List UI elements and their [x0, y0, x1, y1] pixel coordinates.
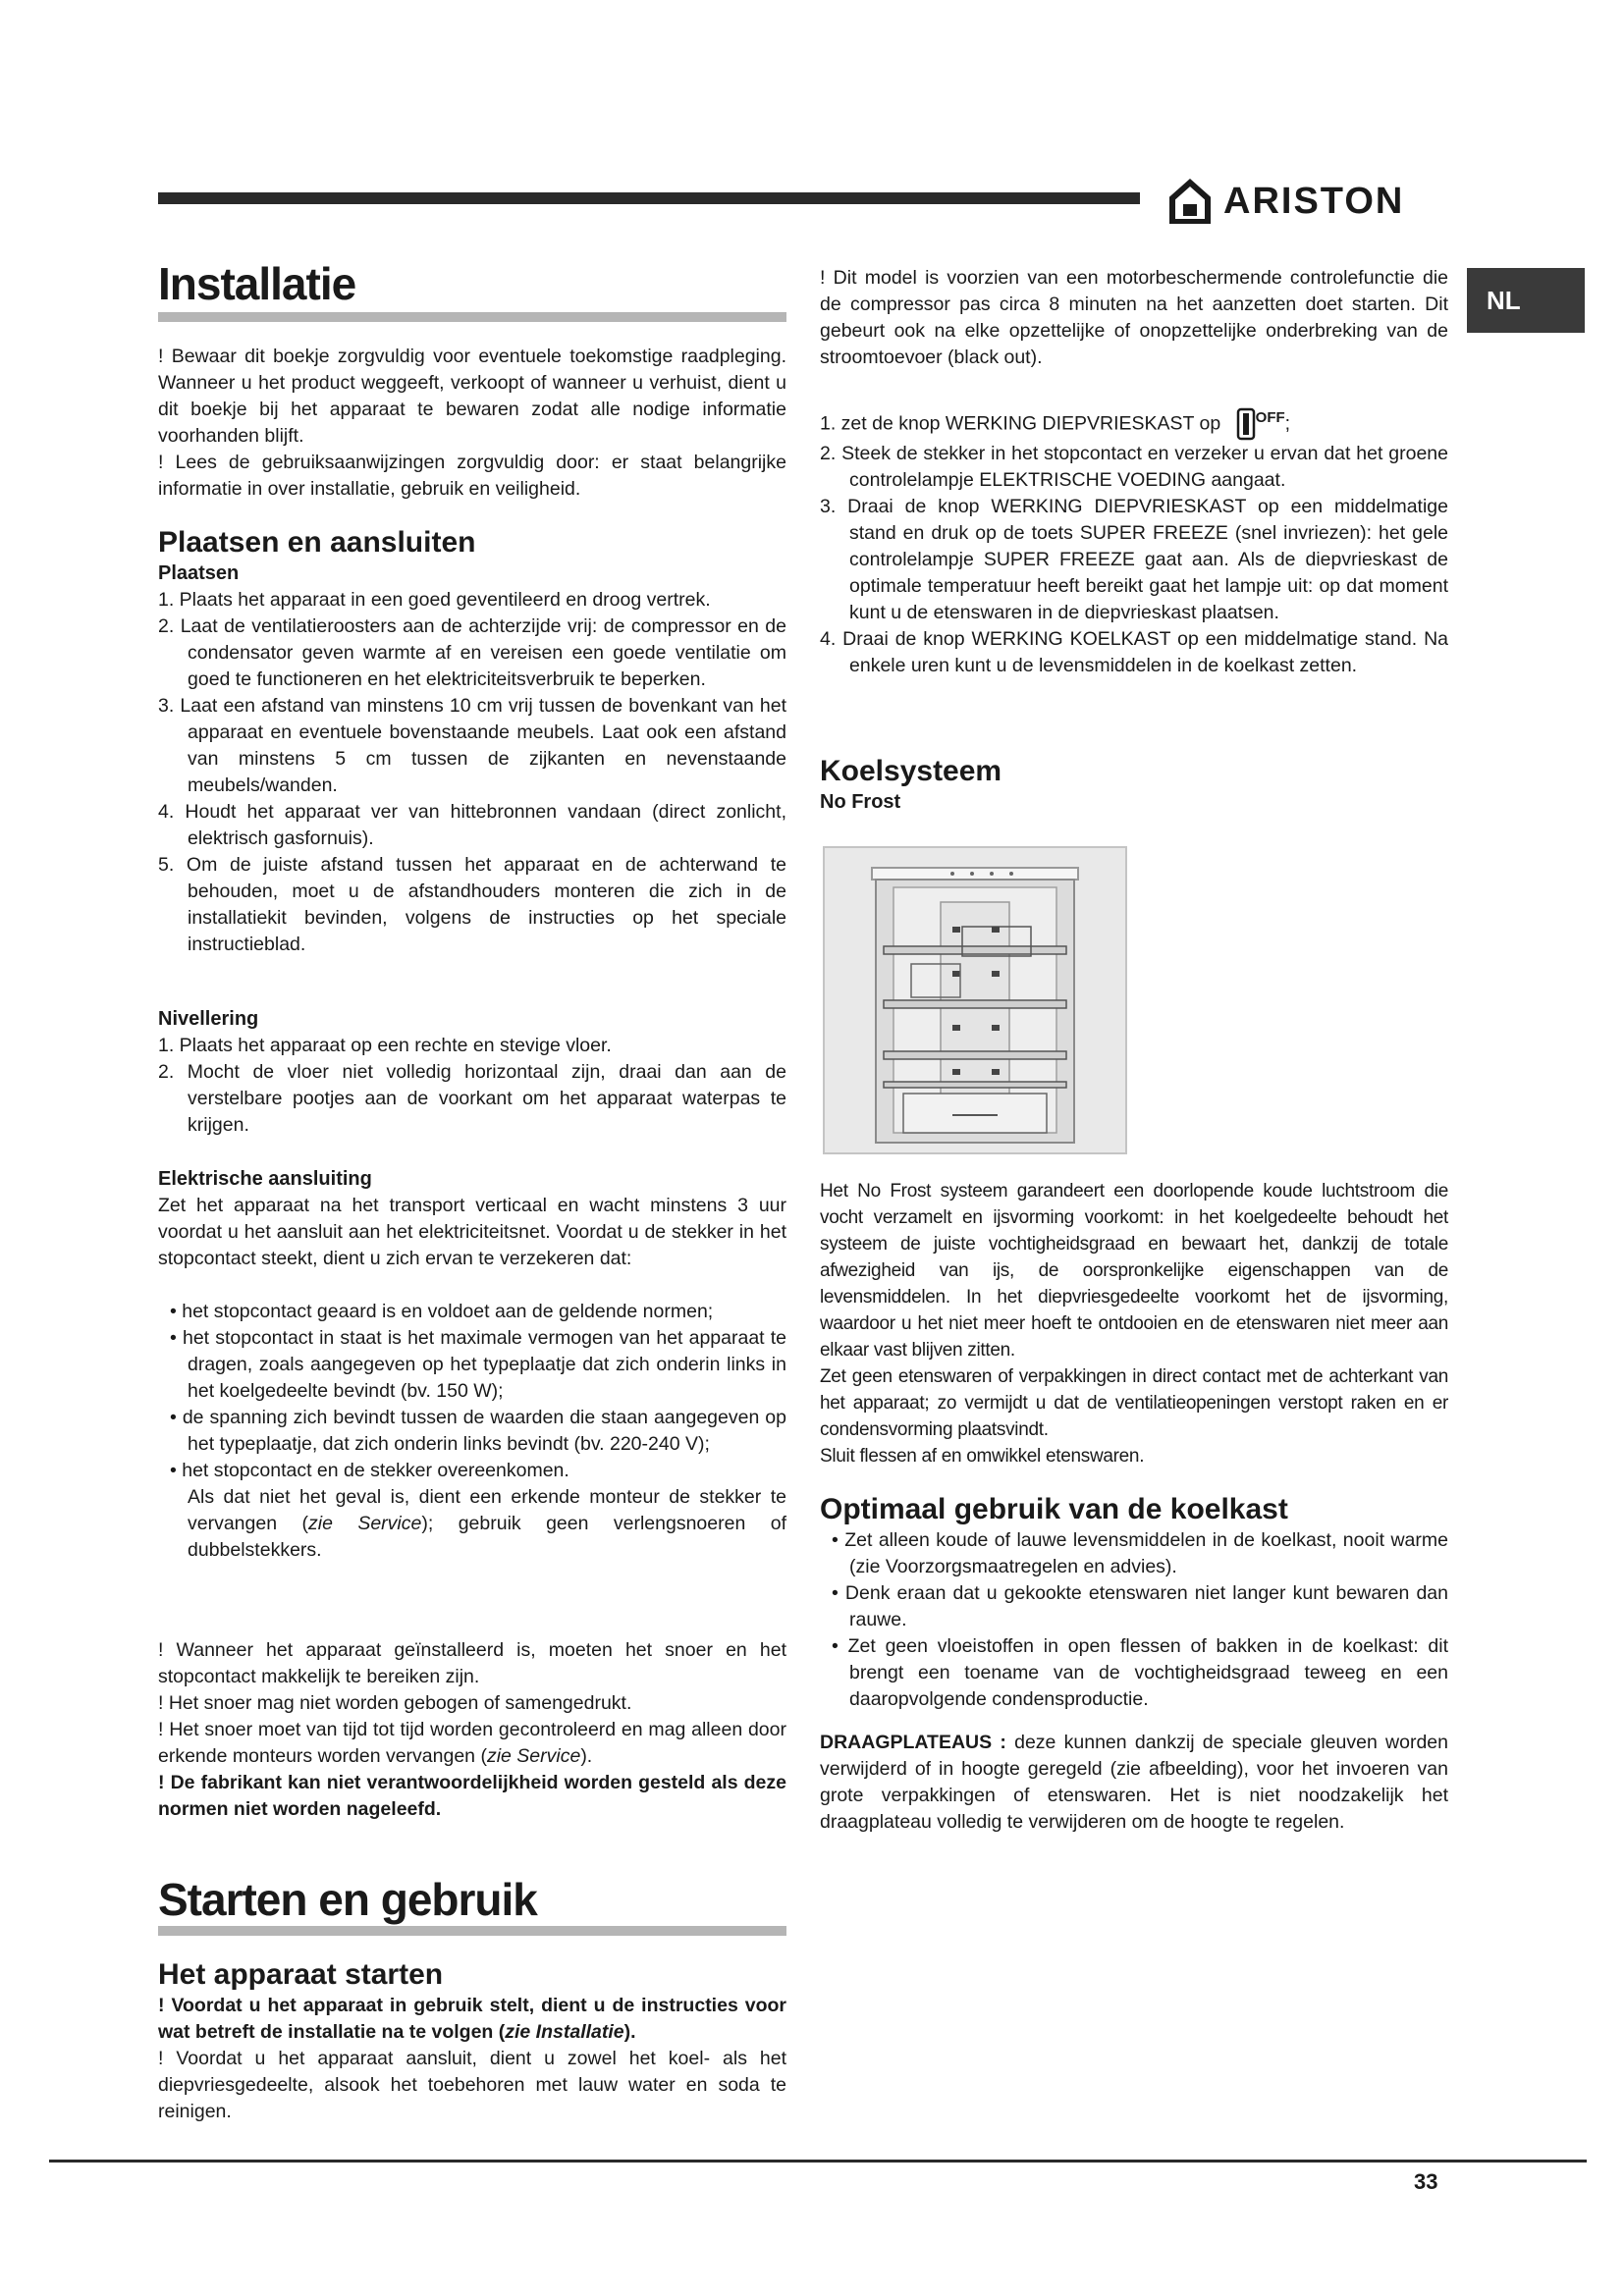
nofrost-section — [820, 1178, 1448, 1469]
footer-rule — [49, 2160, 1587, 2163]
nivellering-item: 2. Mocht de vloer niet volledig horizontaal zijn, draai dan aan de verstelbare pootjes aan de voorkant om het apparaat waterpas te krijgen. — [158, 1061, 786, 1136]
warning-text-part: ). — [580, 1745, 593, 1767]
starten-title: Starten en gebruik — [158, 1874, 537, 1925]
elektrisch-bullet-continuation — [158, 1484, 786, 1564]
warning-text: ! Het snoer mag niet worden gebogen of samengedrukt. — [158, 1692, 632, 1714]
warning-text: ! Wanneer het apparaat geïnstalleerd is, moeten het snoer en het stopcontact makkelijk te bereiken zijn. — [158, 1639, 786, 1687]
koelsysteem-subtitle: No Frost — [820, 791, 901, 813]
nofrost-paragraph-2: Zet geen etenswaren of verpakkingen in direct contact met de achterkant van het apparaat; zo vermijdt u dat de ventilatieopeningen verstopt raken en er condensvorming plaatsvindt. — [820, 1366, 1448, 1440]
starten-bold-paragraph — [158, 1993, 786, 2046]
optimaal-section — [820, 1492, 1448, 1713]
off-label: OFF — [1255, 409, 1285, 426]
optimaal-title: Optimaal gebruik van de koelkast — [820, 1493, 1288, 1525]
fridge-interior-illustration — [823, 846, 1127, 1154]
motor-paragraph: ! Dit model is voorzien van een motorbeschermende controlefunctie die de compressor pas circa 8 minuten na het aanzetten doet starten. Dit gebeurt ook na elke opzettelijke of onopzettelijke onderbreking van de stroomtoevoer (black out). — [820, 267, 1448, 368]
start-steps — [820, 404, 1448, 679]
motor-protection-section — [820, 265, 1448, 371]
plaatsen-section — [158, 525, 786, 958]
warning-bold-text: ! De fabrikant kan niet verantwoordelijkheid worden gesteld als deze normen niet worden nageleefd. — [158, 1772, 786, 1820]
plaatsen-item: 1. Plaats het apparaat in een goed geventileerd en droog vertrek. — [158, 589, 711, 611]
plaatsen-item: 2. Laat de ventilatieroosters aan de achterzijde vrij: de compressor en de condensator geven warmte af en vereisen een goede ventilatie om goed te functioneren en het elektriciteitsverbruik te beperken. — [158, 615, 786, 690]
nofrost-paragraph-3: Sluit flessen af en omwikkel etenswaren. — [820, 1446, 1145, 1467]
start-step-2: 2. Steek de stekker in het stopcontact en verzeker u ervan dat het groene controlelampje ELEKTRISCHE VOEDING aangaat. — [820, 443, 1448, 492]
intro-paragraph-1: ! Bewaar dit boekje zorgvuldig voor eventuele toekomstige raadpleging. Wanneer u het product weggeeft, verkoopt of wanneer u verhuist, dient u dit boekje bij het apparaat te bewaren zodat alle nodige informatie voorhanden blijft. — [158, 346, 786, 447]
elektrisch-bullet: • de spanning zich bevindt tussen de waarden die staan aangegeven op het typeplaatje, dat zich onderin links bevindt (bv. 220-240 V); — [170, 1407, 786, 1455]
plaatsen-item: 4. Houdt het apparaat ver van hittebronnen vandaan (direct zonlicht, elektrisch gasfornuis). — [158, 801, 786, 849]
warning-text-part: ! Het snoer moet van tijd tot tijd worden gecontroleerd en mag alleen door erkende monteurs worden vervangen ( — [158, 1719, 786, 1767]
elektrisch-paragraph: Zet het apparaat na het transport verticaal en wacht minstens 3 uur voordat u het aansluit aan het elektriciteitsnet. Voordat u de stekker in het stopcontact steekt, dient u zich ervan te verzekeren dat: — [158, 1195, 786, 1269]
warning-text — [158, 1717, 786, 1770]
nivellering-subtitle: Nivellering — [158, 1008, 259, 1030]
installatie-title: Installatie — [158, 258, 356, 309]
plaatsen-item: 5. Om de juiste afstand tussen het apparaat en de achterwand te behouden, moet u de afstandhouders monteren die zich in de installatiekit bevinden, volgens de instructies op het speciale instructieblad. — [158, 854, 786, 955]
installatie-intro — [158, 344, 786, 503]
bullet-cont-text: Als dat niet het geval is, dient een erkende monteur de stekker te vervangen ( — [188, 1486, 786, 1534]
brand-name: ARISTON — [1223, 180, 1405, 222]
intro-paragraph-2: ! Lees de gebruiksaanwijzingen zorgvuldig door: er staat belangrijke informatie in over installatie, gebruik en veiligheid. — [158, 452, 786, 500]
nofrost-paragraph-1: Het No Frost systeem garandeert een doorlopende koude luchtstroom die vocht verzamelt en ijsvorming voorkomt: in het koelgedeelte behoudt het systeem de juiste vochtigheidsgraad en bewaart het, dankzij de totale afwezigheid van ijs, de oorspronkelijke eigenschappen van de levensmiddelen. In het diepvriesgedeelte voorkomt het de ijsvorming, waardoor u het niet meer hoeft te ontdooien en de etenswaren niet meer aan elkaar vast blijven zitten. — [820, 1181, 1448, 1361]
starten-paragraph: ! Voordat u het apparaat aansluit, dient u zowel het koel- als het diepvriesgedeelte, alsook het toebehoren met lauw water en soda te reinigen. — [158, 2048, 786, 2122]
knob-off-icon — [1236, 407, 1256, 441]
service-reference: zie Service — [307, 1513, 422, 1534]
brand-logo — [1168, 177, 1404, 226]
warnings-section — [158, 1637, 786, 1823]
step-1-text: 1. zet de knop WERKING DIEPVRIESKAST op — [820, 412, 1221, 435]
start-step-1 — [820, 404, 1448, 441]
plaatsen-title: Plaatsen en aansluiten — [158, 526, 476, 559]
elektrisch-subtitle: Elektrische aansluiting — [158, 1168, 372, 1190]
fridge-shelves-image — [825, 848, 1125, 1152]
nivellering-section — [158, 1006, 786, 1139]
elektrisch-bullet: • het stopcontact in staat is het maximale vermogen van het apparaat te dragen, zoals aangegeven op het typeplaatje dat zich onderin links in het koelgedeelte bevindt (bv. 150 W); — [170, 1327, 786, 1402]
optimaal-bullet: • Denk eraan dat u gekookte etenswaren niet langer kunt bewaren dan rauwe. — [832, 1582, 1448, 1630]
optimaal-bullet: • Zet alleen koude of lauwe levensmiddelen in de koelkast, nooit warme (zie Voorzorgsmaatregelen en advies). — [832, 1529, 1448, 1577]
step-1-end: ; — [1284, 412, 1291, 435]
draagplateaus-paragraph — [820, 1730, 1448, 1836]
page-number: 33 — [1414, 2169, 1438, 2194]
apparaat-starten-title: Het apparaat starten — [158, 1958, 444, 1991]
draagplateaus-label: DRAAGPLATEAUS : — [820, 1732, 1006, 1753]
draagplateaus-text: deze kunnen dankzij de speciale gleuven worden verwijderd of in hoogte geregeld (zie afbeelding), voor het invoeren van grote verpakkingen of etenswaren. Het is niet noodzakelijk het draagplateau volledig te verwijderen om de hoogte te regelen. — [820, 1732, 1448, 1833]
apparaat-starten-section — [158, 1957, 786, 2125]
house-logo-icon — [1168, 179, 1212, 224]
plaatsen-item: 3. Laat een afstand van minstens 10 cm vrij tussen de bovenkant van het apparaat en eventuele bovenstaande meubels. Laat ook een afstand van minstens 5 cm tussen de zijkanten en nevenstaande meubels/wanden. — [158, 695, 786, 796]
language-tab: NL — [1467, 268, 1585, 333]
koelsysteem-title: Koelsysteem — [820, 755, 1002, 787]
elektrisch-bullet: • het stopcontact geaard is en voldoet aan de geldende normen; — [170, 1301, 714, 1322]
optimaal-bullet: • Zet geen vloeistoffen in open flessen of bakken in de koelkast: dit brengt een toename van de vochtigheidsgraad teweeg en een daaropvolgende condensproductie. — [832, 1635, 1448, 1710]
starten-title-rule — [158, 1926, 786, 1936]
installatie-reference: zie Installatie — [505, 2021, 624, 2043]
elektrisch-bullet: • het stopcontact en de stekker overeenkomen. — [170, 1460, 569, 1481]
service-reference: zie Service — [486, 1745, 581, 1767]
nivellering-item: 1. Plaats het apparaat op een rechte en stevige vloer. — [158, 1035, 612, 1056]
starten-bold-text: ! Voordat u het apparaat in gebruik stelt, dient u de instructies voor wat betreft de installatie na te volgen ( — [158, 1995, 786, 2043]
elektrisch-section — [158, 1166, 786, 1564]
bullet-cont-text: ); gebruik geen verlengsnoeren of dubbelstekkers. — [188, 1513, 786, 1561]
starten-bold-text: ). — [623, 2021, 636, 2043]
draagplateaus-section — [820, 1730, 1448, 1836]
plaatsen-subtitle: Plaatsen — [158, 562, 240, 584]
start-step-3: 3. Draai de knop WERKING DIEPVRIESKAST op een middelmatige stand en druk op de toets SUPER FREEZE (snel invriezen): het gele controlelampje SUPER FREEZE gaat aan. Als de diepvrieskast de optimale temperatuur heeft bereikt gaat het lampje uit: op dat moment kunt u de etenswaren in de diepvrieskast plaatsen. — [820, 496, 1448, 624]
installatie-title-rule — [158, 312, 786, 322]
header-rule — [158, 192, 1140, 204]
koelsysteem-section — [820, 754, 1448, 816]
start-step-4: 4. Draai de knop WERKING KOELKAST op een middelmatige stand. Na enkele uren kunt u de levensmiddelen in de koelkast zetten. — [820, 628, 1448, 677]
